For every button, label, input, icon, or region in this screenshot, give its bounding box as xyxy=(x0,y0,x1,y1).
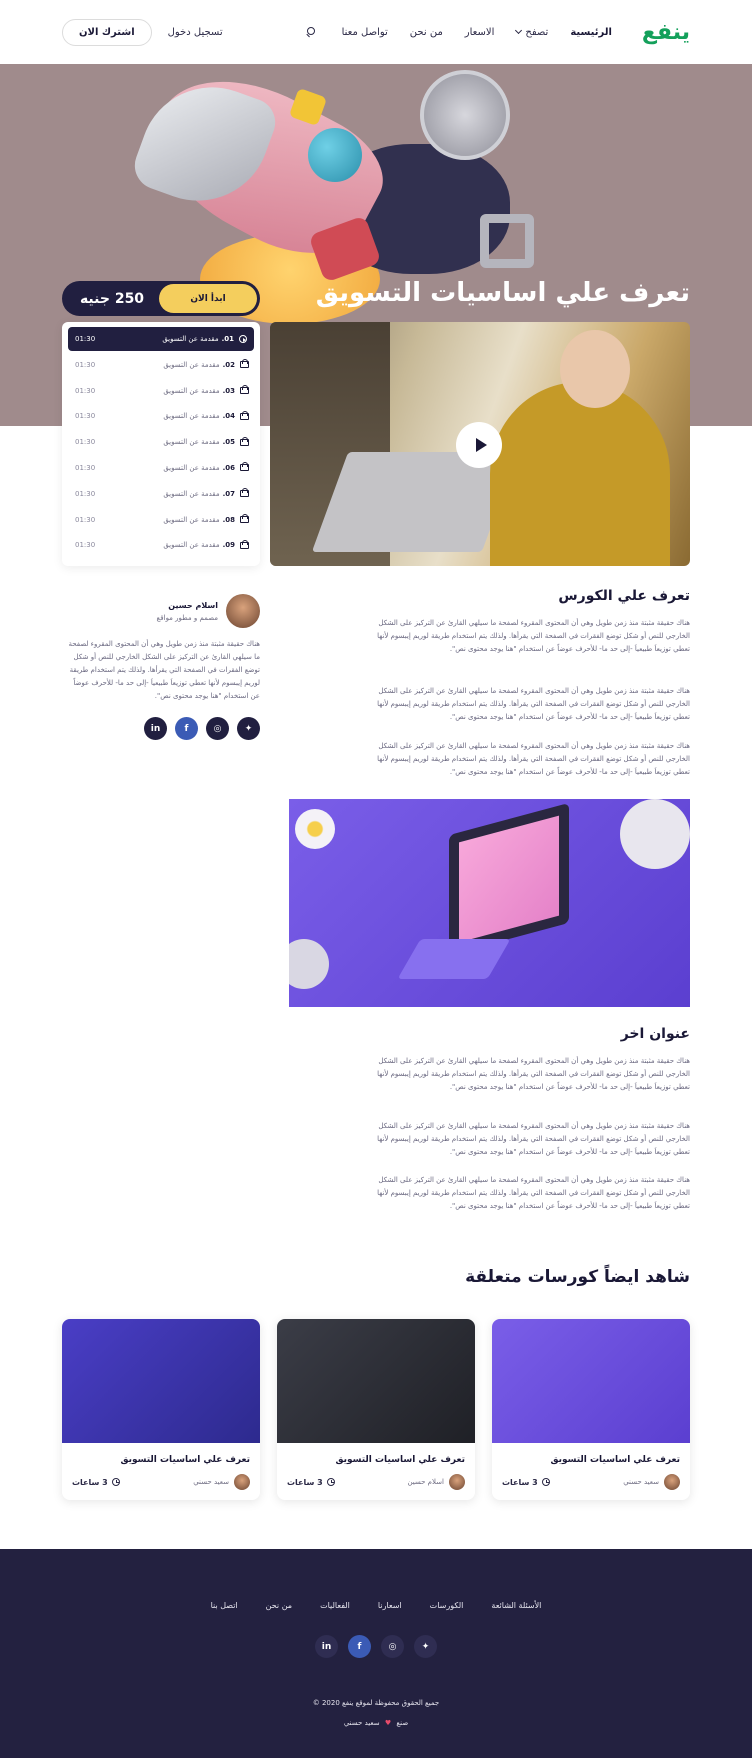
lesson-item[interactable] xyxy=(68,482,254,506)
lesson-number: 05. xyxy=(222,438,235,447)
site-logo[interactable]: ينفع xyxy=(641,19,690,45)
header xyxy=(0,0,752,64)
video-person xyxy=(490,382,670,566)
video-person-head xyxy=(560,330,630,408)
copyright: جميع الحقوق محفوظة لموقع ينفع 2020 © xyxy=(312,1699,440,1707)
lesson-title: مقدمة عن التسويق xyxy=(163,463,220,472)
course-card-title[interactable]: تعرف علي اساسيات التسويق xyxy=(550,1455,680,1465)
lesson-item[interactable] xyxy=(68,456,254,480)
lock-icon xyxy=(240,361,247,368)
course-title: تعرف علي اساسيات التسويق xyxy=(315,278,690,308)
footer-link-events[interactable]: الفعاليات xyxy=(320,1601,350,1610)
author-bio: هناك حقيقة مثبتة منذ زمن طويل وهي أن المحتوى المقروء لصفحة ما سيلهي القارئ عن التركيز على الشكل الخارجي للنص أو شكل توضع الفقرات في الصفحة التي يقرأها. ولذلك يتم استخدام طريقة لوريم إيبسوم لأنها تعطي توزيعاَ طبيعياَ -إلى حد ما- للأحرف عوضاً عن استخدام "هنا يوجد محتوى نص". xyxy=(68,640,260,700)
play-icon xyxy=(476,438,487,452)
lesson-duration: 01:30 xyxy=(75,463,96,472)
lock-icon xyxy=(240,464,247,471)
lock-icon xyxy=(240,413,247,420)
hero-cube xyxy=(480,214,534,268)
play-button[interactable] xyxy=(456,422,502,468)
twitter-icon[interactable]: ✦ xyxy=(414,1635,437,1658)
made-by xyxy=(0,1719,752,1727)
course-card-time: 3 ساعات xyxy=(502,1477,538,1487)
lock-icon xyxy=(240,439,247,446)
lesson-item[interactable] xyxy=(68,508,254,532)
course-card-time: 3 ساعات xyxy=(72,1477,108,1487)
course-card-author xyxy=(193,1474,250,1490)
footer xyxy=(0,1549,752,1758)
lesson-number: 02. xyxy=(222,360,235,369)
course-card-image xyxy=(492,1319,690,1443)
lesson-title: مقدمة عن التسويق xyxy=(163,541,220,550)
lock-icon xyxy=(240,490,247,497)
author-name: اسلام حسين xyxy=(168,600,218,610)
footer-link-courses[interactable]: الكورسات xyxy=(429,1601,464,1610)
course-card[interactable] xyxy=(492,1319,690,1500)
course-card-author xyxy=(407,1474,465,1490)
lesson-duration: 01:30 xyxy=(75,438,96,447)
course-card-author xyxy=(623,1474,680,1490)
other-title: عنوان اخر xyxy=(620,1026,690,1042)
lesson-duration: 01:30 xyxy=(75,489,96,498)
lesson-number: 09. xyxy=(222,541,235,550)
illus-flower xyxy=(295,809,335,849)
nav-home[interactable]: الرئيسية xyxy=(570,26,612,38)
other-paragraph: هناك حقيقة مثبتة منذ زمن طويل وهي أن المحتوى المقروء لصفحة ما سيلهي القارئ عن التركيز على الشكل الخارجي للنص أو شكل توضع الفقرات في الصفحة التي يقرأها. ولذلك يتم استخدام طريقة لوريم إيبسوم لأنها تعطي توزيعاَ طبيعياَ -إلى حد ما- للأحرف عوضاً عن استخدام "هنا يوجد محتوى نص". xyxy=(377,1057,690,1091)
lesson-item[interactable] xyxy=(68,379,254,403)
other-paragraph: هناك حقيقة مثبتة منذ زمن طويل وهي أن المحتوى المقروء لصفحة ما سيلهي القارئ عن التركيز على الشكل الخارجي للنص أو شكل توضع الفقرات في الصفحة التي يقرأها. ولذلك يتم استخدام طريقة لوريم إيبسوم لأنها تعطي توزيعاَ طبيعياَ -إلى حد ما- للأحرف عوضاً عن استخدام "هنا يوجد محتوى نص". xyxy=(377,1176,690,1210)
course-illustration xyxy=(289,799,690,1007)
price-bar xyxy=(62,281,260,316)
course-card-title[interactable]: تعرف علي اساسيات التسويق xyxy=(335,1455,465,1465)
course-card-meta xyxy=(62,1465,260,1490)
search-icon[interactable] xyxy=(306,27,316,37)
footer-link-contact[interactable]: اتصل بنا xyxy=(210,1601,238,1610)
lesson-item[interactable] xyxy=(68,404,254,428)
footer-link-about[interactable]: من نحن xyxy=(265,1601,293,1610)
author-avatar xyxy=(664,1474,680,1490)
author-role: مصمم و مطور مواقع xyxy=(156,613,218,622)
lesson-item[interactable] xyxy=(68,327,254,351)
lesson-number: 01. xyxy=(221,335,234,343)
course-video[interactable] xyxy=(270,322,690,566)
lesson-number: 08. xyxy=(222,515,235,524)
course-card-image xyxy=(277,1319,475,1443)
author-info xyxy=(157,601,218,622)
lock-icon xyxy=(240,387,247,394)
other-paragraph: هناك حقيقة مثبتة منذ زمن طويل وهي أن المحتوى المقروء لصفحة ما سيلهي القارئ عن التركيز على الشكل الخارجي للنص أو شكل توضع الفقرات في الصفحة التي يقرأها. ولذلك يتم استخدام طريقة لوريم إيبسوم لأنها تعطي توزيعاَ طبيعياَ -إلى حد ما- للأحرف عوضاً عن استخدام "هنا يوجد محتوى نص". xyxy=(377,1122,690,1156)
hero-satellite-dish xyxy=(420,70,510,160)
course-card-meta xyxy=(277,1465,475,1490)
footer-link-faq[interactable]: الأسئلة الشائعة xyxy=(491,1601,542,1610)
footer-link-pricing[interactable]: اسعارنا xyxy=(377,1601,402,1610)
header-actions xyxy=(62,19,223,46)
lesson-title: مقدمة عن التسويق xyxy=(163,360,220,369)
lesson-title: مقدمة عن التسويق xyxy=(163,438,220,447)
illus-ball xyxy=(289,939,329,989)
author-avatar xyxy=(226,594,260,628)
course-price: 250 جنيه xyxy=(79,290,145,307)
clock-icon xyxy=(542,1478,550,1486)
login-link[interactable]: تسجيل دخول xyxy=(167,26,223,38)
lesson-duration: 01:30 xyxy=(75,335,96,343)
lesson-item[interactable] xyxy=(68,430,254,454)
twitter-icon[interactable]: ✦ xyxy=(237,717,260,740)
lessons-list xyxy=(62,322,260,566)
heart-icon: ♥ xyxy=(384,1719,392,1727)
main-nav xyxy=(342,27,612,38)
author-card xyxy=(62,594,260,740)
course-card[interactable] xyxy=(277,1319,475,1500)
footer-nav xyxy=(0,1601,752,1610)
about-paragraph: هناك حقيقة مثبتة منذ زمن طويل وهي أن المحتوى المقروء لصفحة ما سيلهي القارئ عن التركيز على الشكل الخارجي للنص أو شكل توضع الفقرات في الصفحة التي يقرأها. ولذلك يتم استخدام طريقة لوريم إيبسوم لأنها تعطي توزيعاَ طبيعياَ -إلى حد ما- للأحرف عوضاً عن استخدام "هنا يوجد محتوى نص". xyxy=(377,619,690,653)
related-title: شاهد ايضاً كورسات متعلقة xyxy=(465,1267,690,1287)
lesson-duration: 01:30 xyxy=(75,412,96,421)
author-socials xyxy=(62,717,260,740)
dribbble-icon[interactable]: ◎ xyxy=(381,1635,404,1658)
facebook-icon[interactable]: f xyxy=(175,717,198,740)
lesson-item[interactable] xyxy=(68,533,254,557)
lesson-item[interactable] xyxy=(68,353,254,377)
author-avatar xyxy=(234,1474,250,1490)
start-now-button[interactable]: ابدأ الان xyxy=(159,284,257,313)
course-card-duration xyxy=(72,1478,120,1487)
course-card-title[interactable]: تعرف علي اساسيات التسويق xyxy=(120,1455,250,1465)
lesson-title: مقدمة عن التسويق xyxy=(163,412,220,421)
about-title: تعرف علي الكورس xyxy=(558,588,690,604)
linkedin-icon[interactable]: in xyxy=(144,717,167,740)
about-paragraph: هناك حقيقة مثبتة منذ زمن طويل وهي أن المحتوى المقروء لصفحة ما سيلهي القارئ عن التركيز على الشكل الخارجي للنص أو شكل توضع الفقرات في الصفحة التي يقرأها. ولذلك يتم استخدام طريقة لوريم إيبسوم لأنها تعطي توزيعاَ طبيعياَ -إلى حد ما- للأحرف عوضاً عن استخدام "هنا يوجد محتوى نص". xyxy=(377,687,690,721)
lesson-duration: 01:30 xyxy=(75,386,96,395)
lock-icon xyxy=(240,542,247,549)
course-card-author-name: سعيد حسني xyxy=(623,1478,659,1486)
lesson-number: 04. xyxy=(222,412,235,421)
lesson-title: مقدمة عن التسويق xyxy=(163,515,220,524)
nav-browse-label: تصفح xyxy=(525,26,549,38)
course-card-author-name: سعيد حسني xyxy=(193,1478,229,1486)
made-by-prefix: صنع xyxy=(396,1719,409,1727)
course-card-time: 3 ساعات xyxy=(287,1477,323,1487)
lesson-duration: 01:30 xyxy=(75,360,96,369)
footer-socials xyxy=(0,1635,752,1658)
about-paragraph: هناك حقيقة مثبتة منذ زمن طويل وهي أن المحتوى المقروء لصفحة ما سيلهي القارئ عن التركيز على الشكل الخارجي للنص أو شكل توضع الفقرات في الصفحة التي يقرأها. ولذلك يتم استخدام طريقة لوريم إيبسوم لأنها تعطي توزيعاَ طبيعياَ -إلى حد ما- للأحرف عوضاً عن استخدام "هنا يوجد محتوى نص". xyxy=(377,742,690,776)
nav-about[interactable]: من نحن xyxy=(409,26,443,38)
lock-icon xyxy=(240,516,247,523)
lesson-duration: 01:30 xyxy=(75,541,96,550)
lesson-title: مقدمة عن التسويق xyxy=(163,386,220,395)
video-laptop xyxy=(312,452,518,552)
facebook-icon[interactable]: f xyxy=(348,1635,371,1658)
author-header xyxy=(62,594,260,628)
lesson-duration: 01:30 xyxy=(75,515,96,524)
illus-keyboard xyxy=(397,939,510,979)
nav-browse[interactable] xyxy=(516,27,548,38)
made-by-name[interactable]: سعيد حسني xyxy=(343,1719,380,1727)
lesson-title: مقدمة عن التسويق xyxy=(162,335,219,343)
clock-icon xyxy=(327,1478,335,1486)
nav-contact[interactable]: تواصل معنا xyxy=(341,26,388,38)
dribbble-icon[interactable]: ◎ xyxy=(206,717,229,740)
play-circle-icon xyxy=(239,335,247,343)
course-card-image xyxy=(62,1319,260,1443)
course-card-duration xyxy=(287,1478,335,1487)
lesson-title: مقدمة عن التسويق xyxy=(163,489,220,498)
course-card-author-name: اسلام حسين xyxy=(407,1478,444,1486)
nav-pricing[interactable]: الاسعار xyxy=(464,26,495,38)
course-card-meta xyxy=(492,1465,690,1490)
linkedin-icon[interactable]: in xyxy=(315,1635,338,1658)
lesson-number: 07. xyxy=(222,489,235,498)
chevron-down-icon xyxy=(515,27,522,34)
hero-teal-ball xyxy=(308,128,362,182)
subscribe-button[interactable]: اشترك الان xyxy=(62,19,152,46)
illus-ball xyxy=(620,799,690,869)
author-avatar xyxy=(449,1474,465,1490)
lesson-number: 06. xyxy=(222,463,235,472)
clock-icon xyxy=(112,1478,120,1486)
lesson-number: 03. xyxy=(222,386,235,395)
course-card-duration xyxy=(502,1478,550,1487)
course-card[interactable] xyxy=(62,1319,260,1500)
